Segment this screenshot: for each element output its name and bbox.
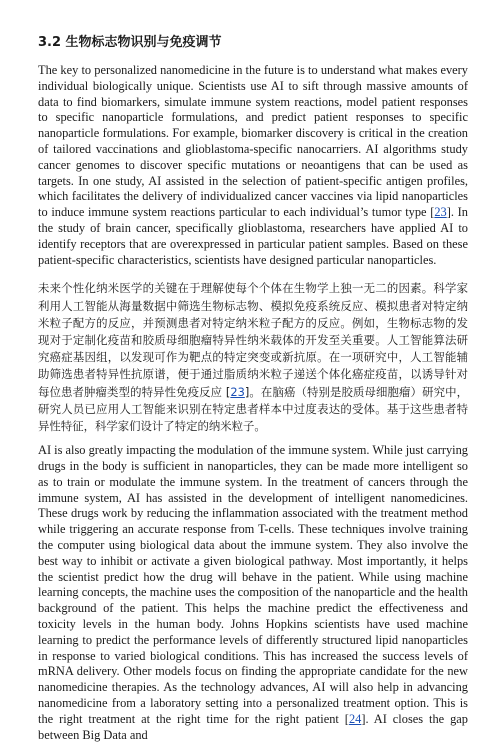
paragraph-chinese — [38, 280, 468, 435]
paragraph-text: ]. AI closes the gap between Big Data and — [38, 711, 468, 742]
paragraph-english-2 — [38, 443, 468, 743]
paragraph-text: 未来个性化纳米医学的关键在于理解使每个个体在生物学上独一无二的因素。科学家利用人工智能从海量数据中筛选生物标志物、模拟免疫系统反应、模拟患者对特定纳米粒子配方的反应，并预测患者对特定纳米粒子配方的反应。例如，生物标志物的发现对于定制化疫苗和胶质母细胞瘤特异性纳米载体的开发至关重要。人工智能算法研究癌症基因组，以发现可作为靶点的特定突变或新抗原。在一项研究中，人工智能辅助筛选患者特异性抗原谱，便于通过脂质纳米粒子递送个体化癌症疫苗，以诱导针对每位患者肿瘤类型的特异性免疫反应 [ — [38, 281, 468, 399]
paragraph-english-1 — [38, 63, 468, 268]
paragraph-text: AI is also greatly impacting the modulation of the immune system. While just carrying drugs in the body is sufficient in nanoparticles, they can be made more intelligent so as to train or modulate the immune system. In the treatment of cancers through the immune system, AI has assisted in the development of intelligent nanomedicines. These drugs work by reducing the inflammation associated with the treatment method while triggering an accurate response from T-cells. These techniques involve training the computer using biological data about the immune system. They also involve the best way to inhibit or activate a given biological pathway. Most importantly, it helps the scientist predict how the drug will behave in the patient. While using machine learning concepts, the machine uses the composition of the nanoparticle and the health background of the patient. This helps the machine predict the effectiveness and toxicity levels in the human body. Johns Hopkins scientists have used machine learning to predict the performance levels of differently structured lipid nanoparticles in response to varied biological conditions. This has increased the success levels of mRNA delivery. Other models focus on finding the appropriate candidate for the new nanomedicine therapies. As the technology advances, AI will also help in advancing nanomedicine from a laboratory setting into a personalized treatment option. This is the right treatment at the right time for the right patient [ — [38, 443, 468, 726]
document-page — [38, 34, 468, 743]
paragraph-text: The key to personalized nanomedicine in the future is to understand what makes every individual biologically unique. Scientists use AI to sift through massive amounts of data to find biomarkers, simulate immune system reactions, model patient responses to specific nanoparticle formulations, and predict patient responses to specific nanoparticle formulations. For example, biomarker discovery is critical in the creation of tailored vaccinations and glioblastoma-specific nanocarriers. AI algorithms study cancer genomes to discover specific mutations or neoantigens that can be used as targets. In one study, AI assisted in the selection of patient-specific antigen profiles, which facilitates the delivery of individualized cancer vaccines via lipid nanoparticles to induce immune system reactions particular to each individual’s tumor type [ — [38, 63, 468, 220]
paragraph-text: ]. In the study of brain cancer, specifically glioblastoma, researchers have applied AI to identify receptors that are overexpressed in particular patient samples. Based on these patient-specific characteristics, scientists have designed particular nanoparticles. — [38, 205, 468, 267]
section-heading: 3.2 生物标志物识别与免疫调节 — [38, 35, 222, 50]
citation-link-23[interactable]: 23 — [434, 205, 447, 220]
paragraph-text: ]。在脑癌（特别是胶质母细胞瘤）研究中，研究人员已应用人工智能来识别在特定患者样本中过度表达的受体。基于这些患者特异性特征，科学家们设计了特定的纳米粒子。 — [38, 384, 468, 433]
citation-link-24[interactable]: 24 — [348, 711, 362, 726]
citation-link-23[interactable]: 23 — [230, 384, 245, 399]
